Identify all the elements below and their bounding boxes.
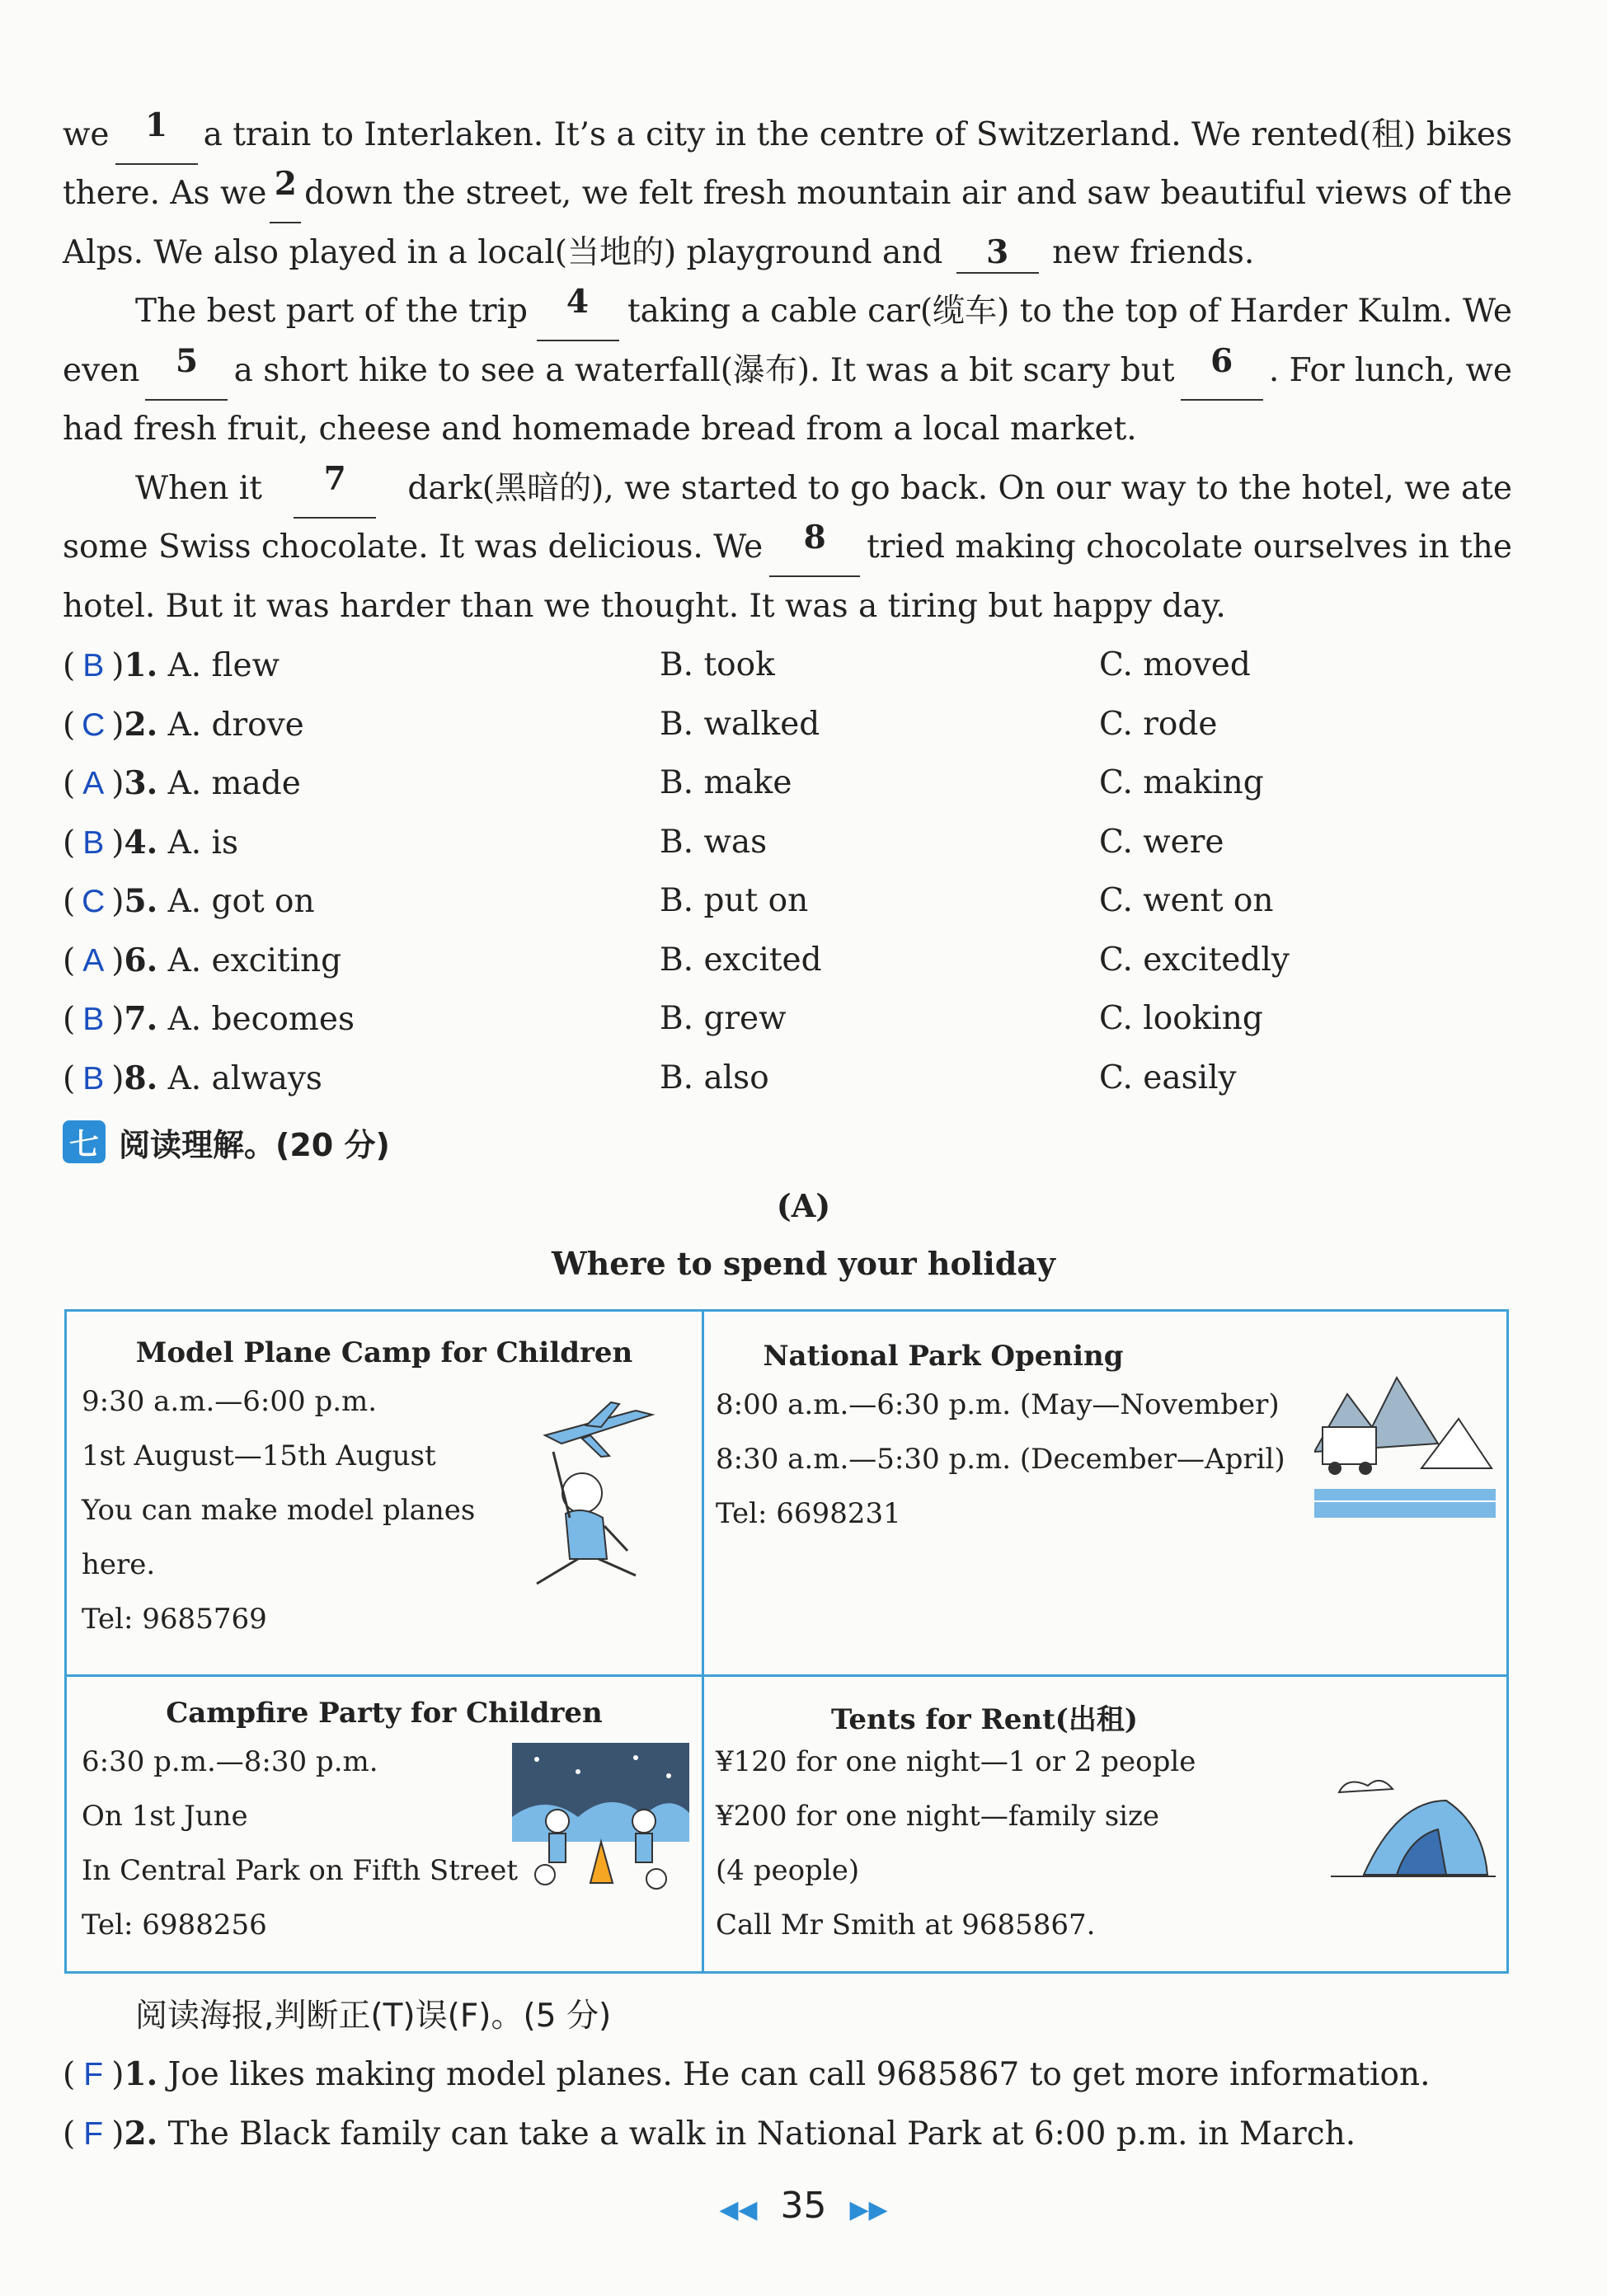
choice-option-c: C. rode xyxy=(1099,706,1218,743)
choice-option-b: B. also xyxy=(660,1059,769,1096)
notice-board xyxy=(64,1309,1509,1974)
prev-page-icon: ◀◀ xyxy=(719,2195,758,2224)
section-header xyxy=(63,1117,390,1167)
passage-title: Where to spend your holiday xyxy=(551,1245,1056,1282)
notice-title: Model Plane Camp for Children xyxy=(135,1336,633,1369)
choice-option-b: B. grew xyxy=(660,1000,787,1037)
choice-row-7: ( B )7. A. becomes xyxy=(63,1000,355,1038)
cloze-line-7: When it 7 dark(黑暗的), we started to go back. On our way to the hotel, we ate xyxy=(135,459,1512,519)
choice-row-1: ( B )1. A. flew xyxy=(63,646,280,684)
answer-blank-8: 8 xyxy=(769,518,860,577)
page-number: 35 xyxy=(780,2185,827,2227)
choice-option-b: B. put on xyxy=(660,882,809,919)
choice-option-b: B. was xyxy=(660,824,768,861)
notice-title: Tents for Rent(出租) xyxy=(831,1703,1138,1736)
tent-icon xyxy=(1331,1768,1496,1891)
notice-campfire: Campfire Party for Children 6:30 p.m.—8:30 p.m. On 1st June In Central Park on Fifth Street Tel: 6988256 xyxy=(67,1677,702,1974)
choice-option-c: C. looking xyxy=(1099,1000,1263,1037)
choice-row-2: ( C )2. A. drove xyxy=(63,706,304,744)
choice-row-8: ( B )8. A. always xyxy=(63,1059,322,1097)
tf-item-1: ( F )1. Joe likes making model planes. He can call 9685867 to get more information. xyxy=(63,2055,1431,2093)
answer-blank-3: 3 xyxy=(956,232,1039,274)
notice-national-park: National Park Opening 8:00 a.m.—6:30 p.m. (May—November) 8:30 a.m.—5:30 p.m. (December—April) Tel: 6698231 xyxy=(704,1312,1509,1674)
notice-tents: Tents for Rent(出租) ¥120 for one night—1 or 2 people ¥200 for one night—family size (4 people) Call Mr Smith at 9685867. xyxy=(704,1677,1509,1974)
answer-blank-2: 2 xyxy=(270,164,301,223)
choice-option-b: B. walked xyxy=(660,706,820,743)
next-page-icon: ▶▶ xyxy=(849,2195,888,2224)
cloze-line-3: Alps. We also played in a local(当地的) playground and 3 new friends. xyxy=(63,223,1512,283)
campsite-icon xyxy=(1314,1345,1496,1526)
answer-blank-6: 6 xyxy=(1181,341,1263,401)
choice-option-c: C. moved xyxy=(1099,646,1251,683)
answer-blank-5: 5 xyxy=(145,341,228,401)
section-badge: 七 xyxy=(63,1120,106,1163)
choice-row-3: ( A )3. A. made xyxy=(63,764,301,802)
answer-blank-1: 1 xyxy=(115,106,198,165)
cloze-line-1: we 1 a train to Interlaken. It’s a city in the centre of Switzerland. We rented(租) bikes xyxy=(63,106,1512,165)
notice-title: Campfire Party for Children xyxy=(166,1697,603,1730)
notice-title: National Park Opening xyxy=(763,1340,1124,1373)
tf-item-2: ( F )2. The Black family can take a walk in National Park at 6:00 p.m. in March. xyxy=(63,2115,1356,2153)
choice-option-c: C. easily xyxy=(1099,1059,1237,1096)
choice-option-c: C. excitedly xyxy=(1099,941,1290,979)
choice-row-4: ( B )4. A. is xyxy=(63,824,239,862)
choice-option-c: C. making xyxy=(1099,764,1264,801)
cloze-line-6: had fresh fruit, cheese and homemade bread from a local market. xyxy=(63,411,1137,448)
choice-option-b: B. make xyxy=(660,764,792,801)
tf-instruction: 阅读海报,判断正(T)误(F)。(5 分) xyxy=(135,1998,612,2035)
cloze-line-2: there. As we 2 down the street, we felt fresh mountain air and saw beautiful views of the xyxy=(63,164,1512,223)
passage-label: (A) xyxy=(776,1187,831,1224)
choice-option-b: B. excited xyxy=(660,941,822,979)
boy-with-plane-icon xyxy=(512,1394,677,1592)
campfire-party-icon xyxy=(512,1743,689,1924)
choice-row-5: ( C )5. A. got on xyxy=(63,882,315,920)
answer-blank-7: 7 xyxy=(294,459,376,519)
page-footer xyxy=(0,2185,1607,2227)
choice-option-b: B. took xyxy=(660,646,775,683)
cloze-line-9: hotel. But it was harder than we thought. It was a tiring but happy day. xyxy=(63,588,1226,625)
choice-option-c: C. went on xyxy=(1099,882,1274,919)
notice-model-plane: Model Plane Camp for Children 9:30 a.m.—6:00 p.m. 1st August—15th August You can make model planes here. Tel: 9685769 xyxy=(67,1312,702,1674)
choice-option-c: C. were xyxy=(1099,824,1224,861)
cloze-line-8: some Swiss chocolate. It was delicious. We 8 tried making chocolate ourselves in the xyxy=(63,518,1512,577)
cloze-line-4: The best part of the trip 4 taking a cable car(缆车) to the top of Harder Kulm. We xyxy=(135,282,1512,341)
choice-row-6: ( A )6. A. exciting xyxy=(63,941,342,979)
section-title: 阅读理解。(20 分) xyxy=(119,1126,390,1163)
answer-blank-4: 4 xyxy=(537,282,619,341)
cloze-line-5: even 5 a short hike to see a waterfall(瀑布). It was a bit scary but 6 . For lunch, we xyxy=(63,341,1512,401)
